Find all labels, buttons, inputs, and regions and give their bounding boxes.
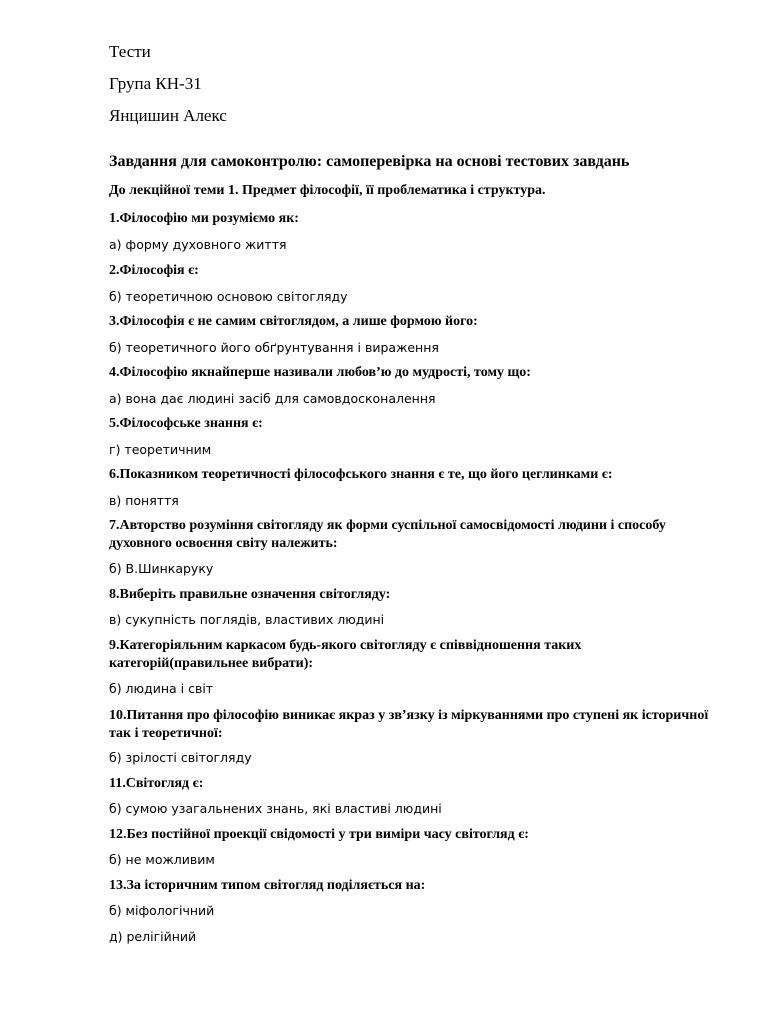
answer-7: б) В.Шинкаруку <box>109 561 214 576</box>
answer-13b: д) релігійний <box>109 929 197 944</box>
question-13: 13.За історичним типом світогляд поділяється на: <box>109 878 426 893</box>
question-8: 8.Виберіть правильне означення світогляду: <box>109 587 391 602</box>
doc-title: Завдання для самоконтролю: самоперевірка на основі тестових завдань <box>109 153 630 170</box>
question-12: 12.Без постійної проекції свідомості у три виміри часу світогляд є: <box>109 827 529 842</box>
question-6: 6.Показником теоретичності філософського знання є те, що його цеглинками є: <box>109 467 613 482</box>
answer-2: б) теоретичною основою світогляду <box>109 289 348 304</box>
answer-8: в) сукупність поглядів, властивих людині <box>109 612 385 627</box>
question-9: 9.Категоріяльним каркасом будь-якого світогляду є співвідношення таких категорій(правильнее вибрати): <box>109 638 582 671</box>
doc-author: Янцишин Алекс <box>109 106 227 125</box>
answer-1: а) форму духовного життя <box>109 237 287 252</box>
answer-5: г) теоретичним <box>109 442 212 457</box>
question-10: 10.Питання про філософію виникає якраз у зв’язку із міркуваннями про ступені як історичної так і теоретичної: <box>109 708 709 741</box>
question-2: 2.Філософія є: <box>109 263 199 278</box>
doc-heading-tests: Тести <box>109 42 151 61</box>
answer-10: б) зрілості світогляду <box>109 750 252 765</box>
answer-3: б) теоретичного його обґрунтування і вираження <box>109 340 439 355</box>
question-3: 3.Філософія є не самим світоглядом, а лише формою його: <box>109 314 478 329</box>
question-5: 5.Філософське знання є: <box>109 416 263 431</box>
answer-4: а) вона дає людині засіб для самовдосконалення <box>109 391 436 406</box>
question-7: 7.Авторство розуміння світогляду як форми суспільної самосвідомості людини і способу духовного освоєння світу належить: <box>109 518 666 551</box>
answer-9: б) людина і світ <box>109 681 214 696</box>
doc-subtitle: До лекційної теми 1. Предмет філософії, її проблематика і структура. <box>109 183 546 198</box>
answer-12: б) не можливим <box>109 852 215 867</box>
question-4: 4.Філософію якнайперше називали любов’ю до мудрості, тому що: <box>109 365 531 380</box>
doc-group: Група КН-31 <box>109 74 202 93</box>
answer-11: б) сумою узагальнених знань, які властиві людині <box>109 801 442 816</box>
answer-13a: б) міфологічний <box>109 903 215 918</box>
answer-6: в) поняття <box>109 493 179 508</box>
question-11: 11.Світогляд є: <box>109 776 204 791</box>
question-1: 1.Філософію ми розуміємо як: <box>109 211 299 226</box>
